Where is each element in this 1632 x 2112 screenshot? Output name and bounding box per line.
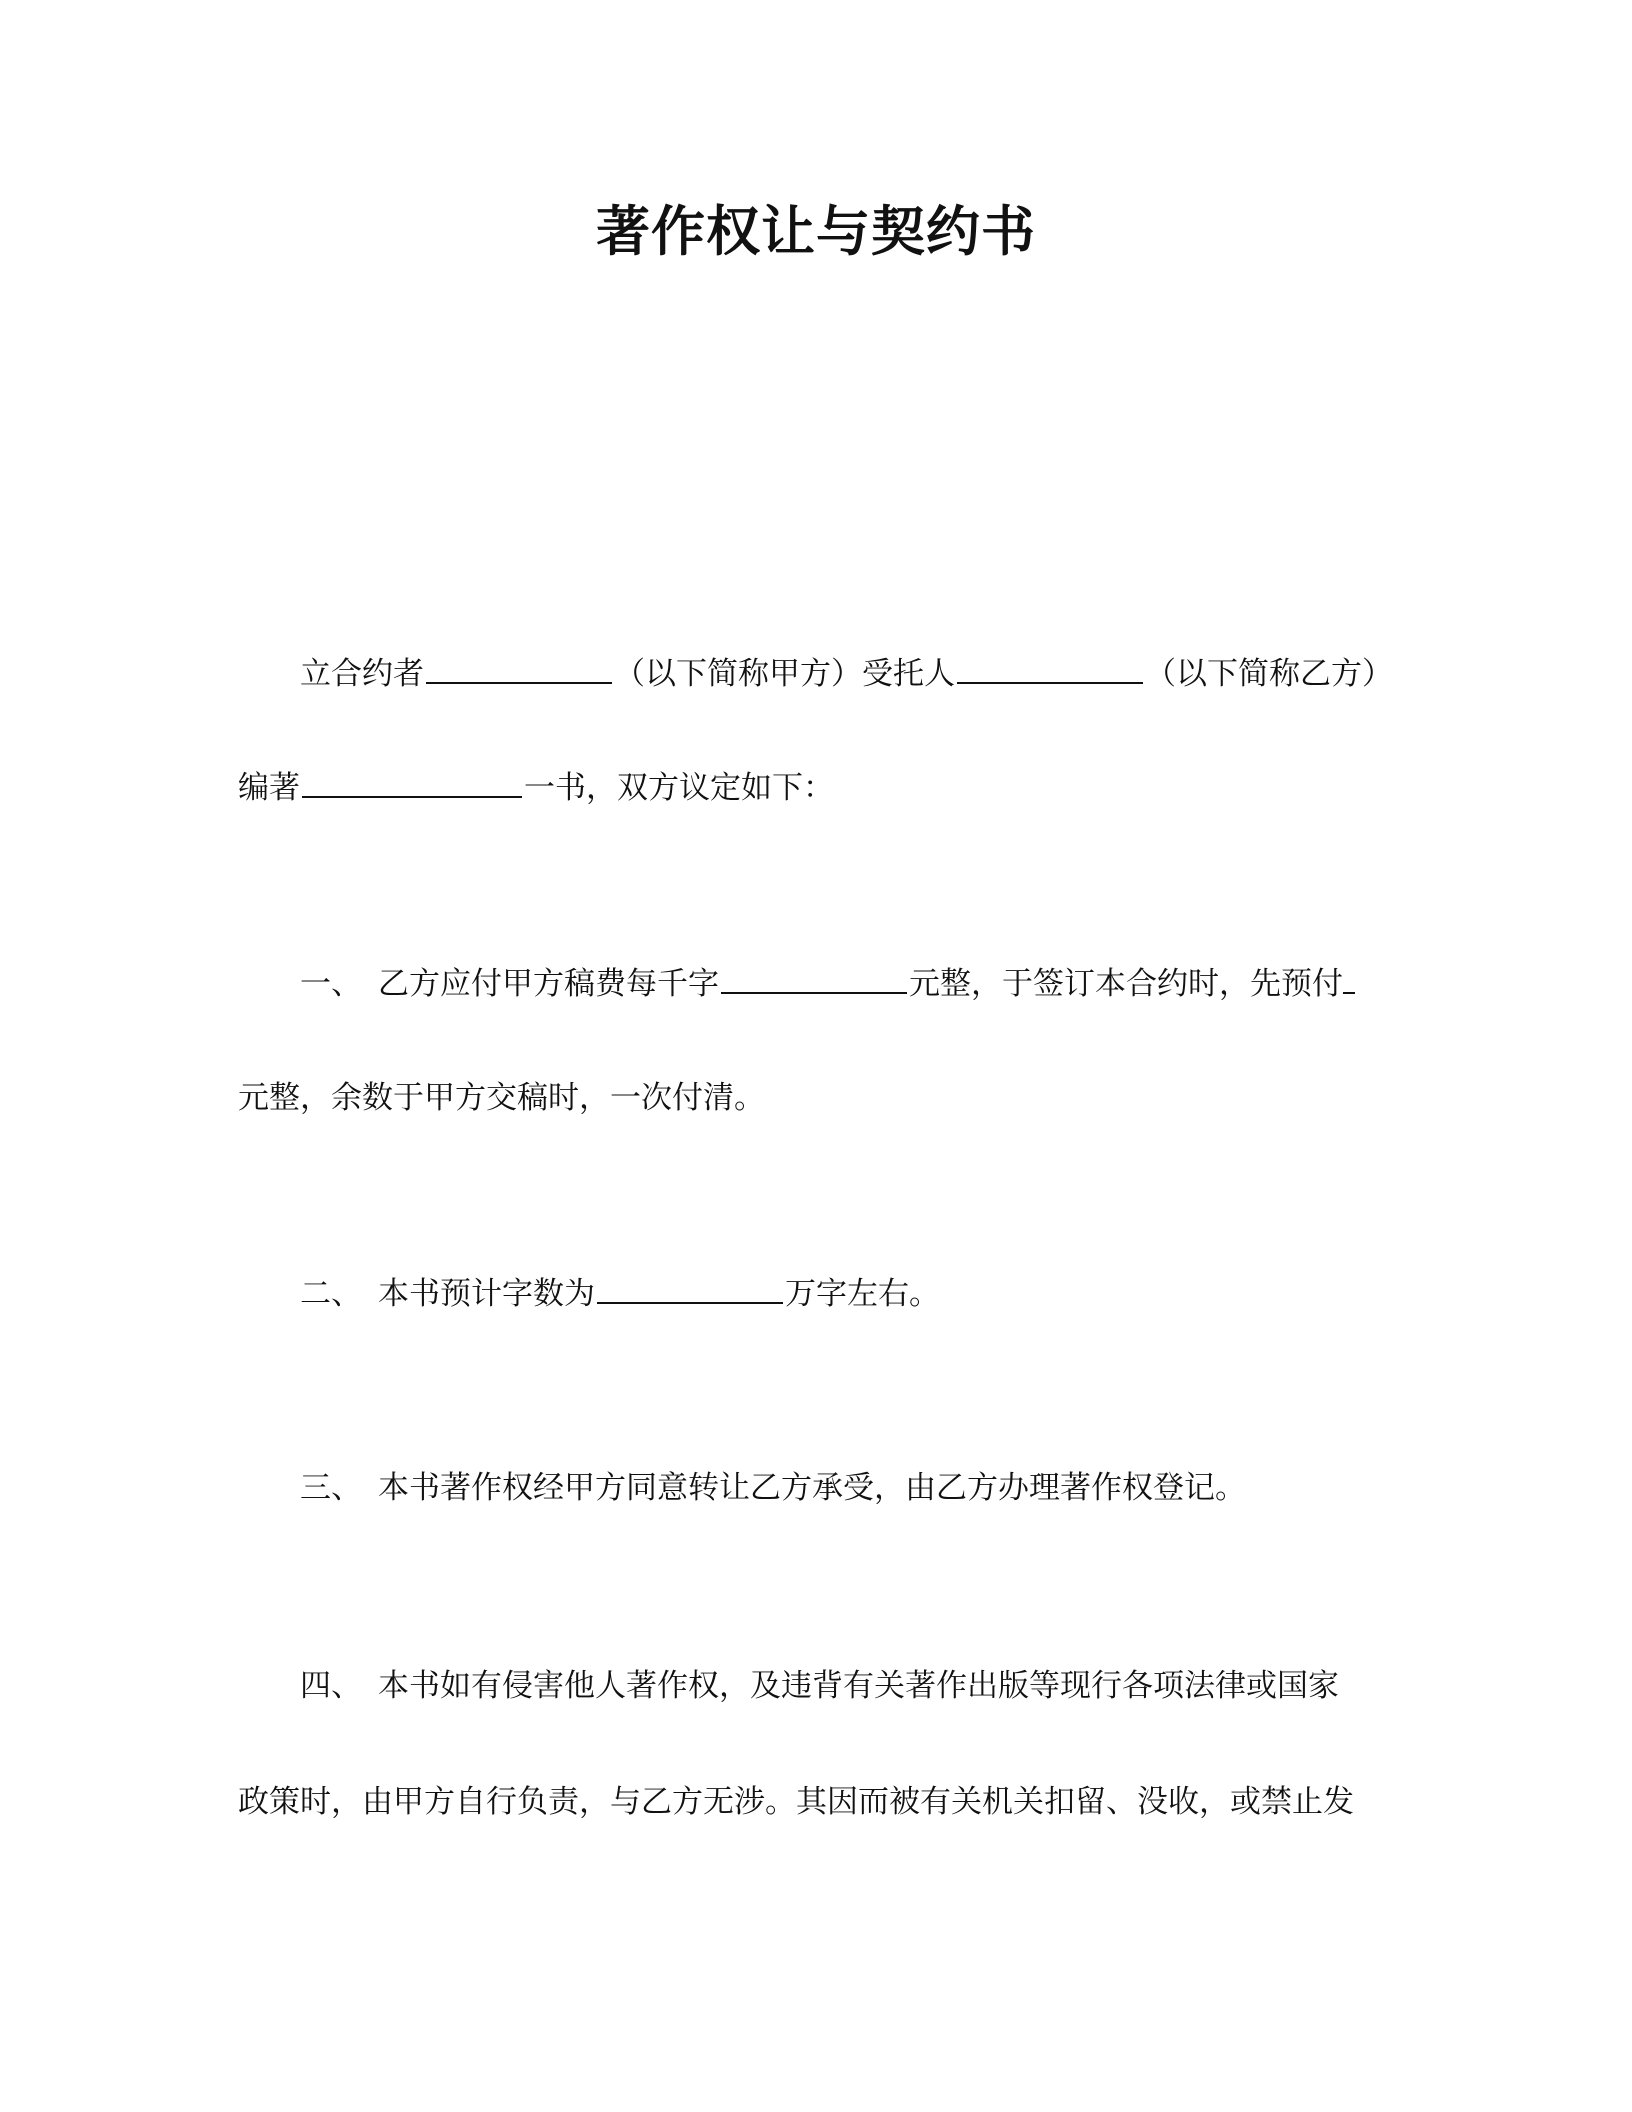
word-count-blank[interactable] <box>597 1268 783 1304</box>
intro-line-1 <box>300 648 1393 696</box>
intro-line-2 <box>238 762 834 810</box>
book-title-blank[interactable] <box>302 762 522 798</box>
clause-1-line-1 <box>300 958 1355 1006</box>
clause-2-text-b: 万字左右。 <box>785 1276 940 1312</box>
intro-text-4: 编著 <box>238 770 300 806</box>
party-a-blank[interactable] <box>426 648 612 684</box>
party-b-blank[interactable] <box>957 648 1143 684</box>
clause-3-text: 本书著作权经甲方同意转让乙方承受，由乙方办理著作权登记。 <box>378 1470 1246 1506</box>
intro-text-1: 立合约者 <box>300 656 424 692</box>
clause-4-text-a: 本书如有侵害他人著作权，及违背有关著作出版等现行各项法律或国家 <box>378 1668 1339 1704</box>
clause-1-number: 一、 <box>300 966 362 1002</box>
prepay-blank[interactable] <box>1343 958 1355 994</box>
clause-4-text-b: 政策时，由甲方自行负责，与乙方无涉。其因而被有关机关扣留、没收，或禁止发 <box>238 1784 1354 1820</box>
clause-1-text-b: 元整，于签订本合约时，先预付 <box>909 966 1343 1002</box>
fee-per-thousand-blank[interactable] <box>721 958 907 994</box>
clause-2-line-1 <box>300 1268 940 1316</box>
clause-3-number: 三、 <box>300 1470 362 1506</box>
clause-2-text-a: 本书预计字数为 <box>378 1276 595 1312</box>
clause-4-line-2 <box>238 1780 1354 1824</box>
clause-1-text-a: 乙方应付甲方稿费每千字 <box>378 966 719 1002</box>
intro-text-5: 一书，双方议定如下： <box>524 770 834 806</box>
intro-text-3: （以下简称乙方） <box>1145 656 1393 692</box>
clause-4-line-1 <box>300 1664 1339 1708</box>
clause-2-number: 二、 <box>300 1276 362 1312</box>
clause-4-number: 四、 <box>300 1668 362 1704</box>
intro-text-2: （以下简称甲方）受托人 <box>614 656 955 692</box>
clause-1-line-2 <box>238 1076 765 1120</box>
document-title: 著作权让与契约书 <box>596 200 1036 263</box>
clause-1-text-c: 元整，余数于甲方交稿时，一次付清。 <box>238 1080 765 1116</box>
clause-3-line-1 <box>300 1466 1246 1510</box>
